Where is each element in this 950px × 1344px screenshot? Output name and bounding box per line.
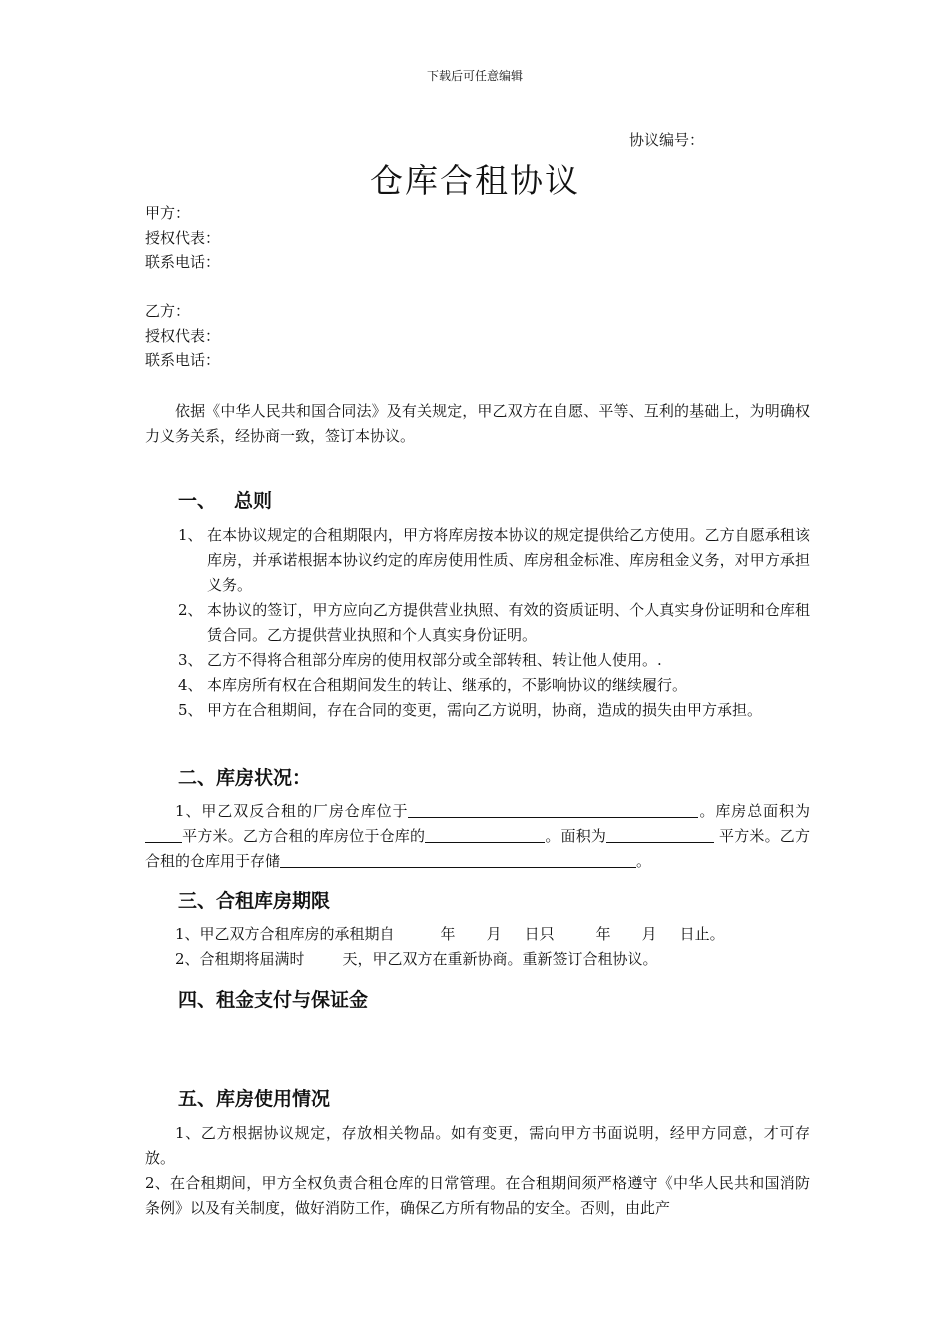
party-a-rep-label: 授权代表： [145, 228, 221, 247]
section-2-text: 平方米。乙方合租的库房位于仓库的 [182, 827, 426, 845]
list-item [178, 648, 810, 673]
list-item [178, 673, 810, 698]
list-item-text: 甲方在合租期间，存在合同的变更，需向乙方说明，协商，造成的损失由甲方承担。 [207, 701, 763, 719]
list-item [178, 598, 810, 648]
section-3-line-2 [145, 947, 810, 972]
list-item-number: 2、 [178, 601, 203, 619]
section-5-heading: 五、库房使用情况 [178, 1088, 331, 1110]
agreement-number-label: 协议编号： [629, 131, 705, 149]
list-item-text: 本协议的签订，甲方应向乙方提供营业执照、有效的资质证明、个人真实身份证明和仓库租赁合同。乙方提供营业执照和个人真实身份证明。 [207, 601, 810, 644]
header-note: 下载后可任意编辑 [426, 69, 523, 83]
section-2-text: 。 [636, 852, 652, 870]
section-3-text: 日止。 [679, 925, 725, 943]
section-2-paragraph [145, 799, 810, 874]
section-2-text: 平方米。乙方合租的仓库用于存储 [145, 827, 810, 870]
party-b-name-label: 乙方： [145, 302, 191, 320]
warehouse-location-blank [408, 801, 698, 818]
section-3-text: 年 [440, 925, 456, 943]
section-3-heading: 三、合租库房期限 [178, 890, 331, 912]
storage-use-blank [280, 851, 636, 868]
party-b-phone-label: 联系电话： [145, 351, 221, 369]
section-2-text: 1、甲乙双反合租的厂房仓库位于 [175, 802, 409, 820]
list-item-text: 乙方不得将合租部分库房的使用权部分或全部转租、转让他人使用。. [207, 651, 662, 669]
section-1-list [178, 523, 810, 723]
section-5-paragraph-2: 2、在合租期间，甲方全权负责合租仓库的日常管理。在合租期间须严格遵守《中华人民共和国消防条例》以及有关制度，做好消防工作，确保乙方所有物品的安全。否则，由此产 [145, 1174, 810, 1217]
section-3-text: 月 [641, 925, 657, 943]
preamble-paragraph: 依据《中华人民共和国合同法》及有关规定，甲乙双方在自愿、平等、互利的基础上，为明确权力义务关系，经协商一致，签订本协议。 [145, 402, 810, 445]
list-item-number: 3、 [178, 651, 203, 669]
list-item [178, 523, 810, 598]
party-b-rep-label: 授权代表： [145, 326, 221, 345]
rented-area-blank [606, 826, 714, 843]
section-1-heading [178, 486, 272, 513]
section-2-text: 。库房总面积为 [698, 802, 810, 820]
list-item-text: 本库房所有权在合租期间发生的转让、继承的，不影响协议的继续履行。 [207, 676, 688, 694]
party-a-block [145, 201, 220, 275]
section-2-heading: 二、库房状况： [178, 767, 312, 789]
party-b-block [145, 299, 220, 373]
total-area-blank [145, 826, 182, 843]
section-4-heading: 四、租金支付与保证金 [178, 989, 369, 1011]
list-item-number: 4、 [178, 676, 203, 694]
section-5-paragraph-1: 1、乙方根据协议规定，存放相关物品。如有变更，需向甲方书面说明，经甲方同意，才可存放。 [145, 1124, 810, 1167]
list-item-text: 在本协议规定的合租期限内，甲方将库房按本协议的规定提供给乙方使用。乙方自愿承租该库房，并承诺根据本协议约定的库房使用性质、库房租金标准、库房租金义务，对甲方承担义务。 [207, 526, 810, 594]
list-item-number: 5、 [178, 701, 203, 719]
section-1-number: 一、 [178, 490, 217, 512]
section-3-text: 天，甲乙双方在重新协商。重新签订合租协议。 [342, 950, 658, 968]
section-3-line-1 [145, 922, 810, 947]
section-3-text: 日只 [524, 925, 555, 943]
section-3-text: 年 [595, 925, 611, 943]
section-2-text: 。面积为 [545, 827, 607, 845]
list-item-number: 1、 [178, 526, 203, 544]
party-a-name-label: 甲方： [145, 204, 191, 222]
list-item [178, 698, 810, 723]
party-a-phone-label: 联系电话： [145, 253, 221, 271]
rented-location-blank [425, 826, 545, 843]
section-3-text: 2、合租期将届满时 [175, 950, 305, 968]
document-title: 仓库合租协议 [370, 161, 580, 200]
section-1-title: 总则 [234, 490, 273, 512]
section-3-text: 1、甲乙双方合租库房的承租期自 [175, 925, 395, 943]
section-3-text: 月 [486, 925, 502, 943]
